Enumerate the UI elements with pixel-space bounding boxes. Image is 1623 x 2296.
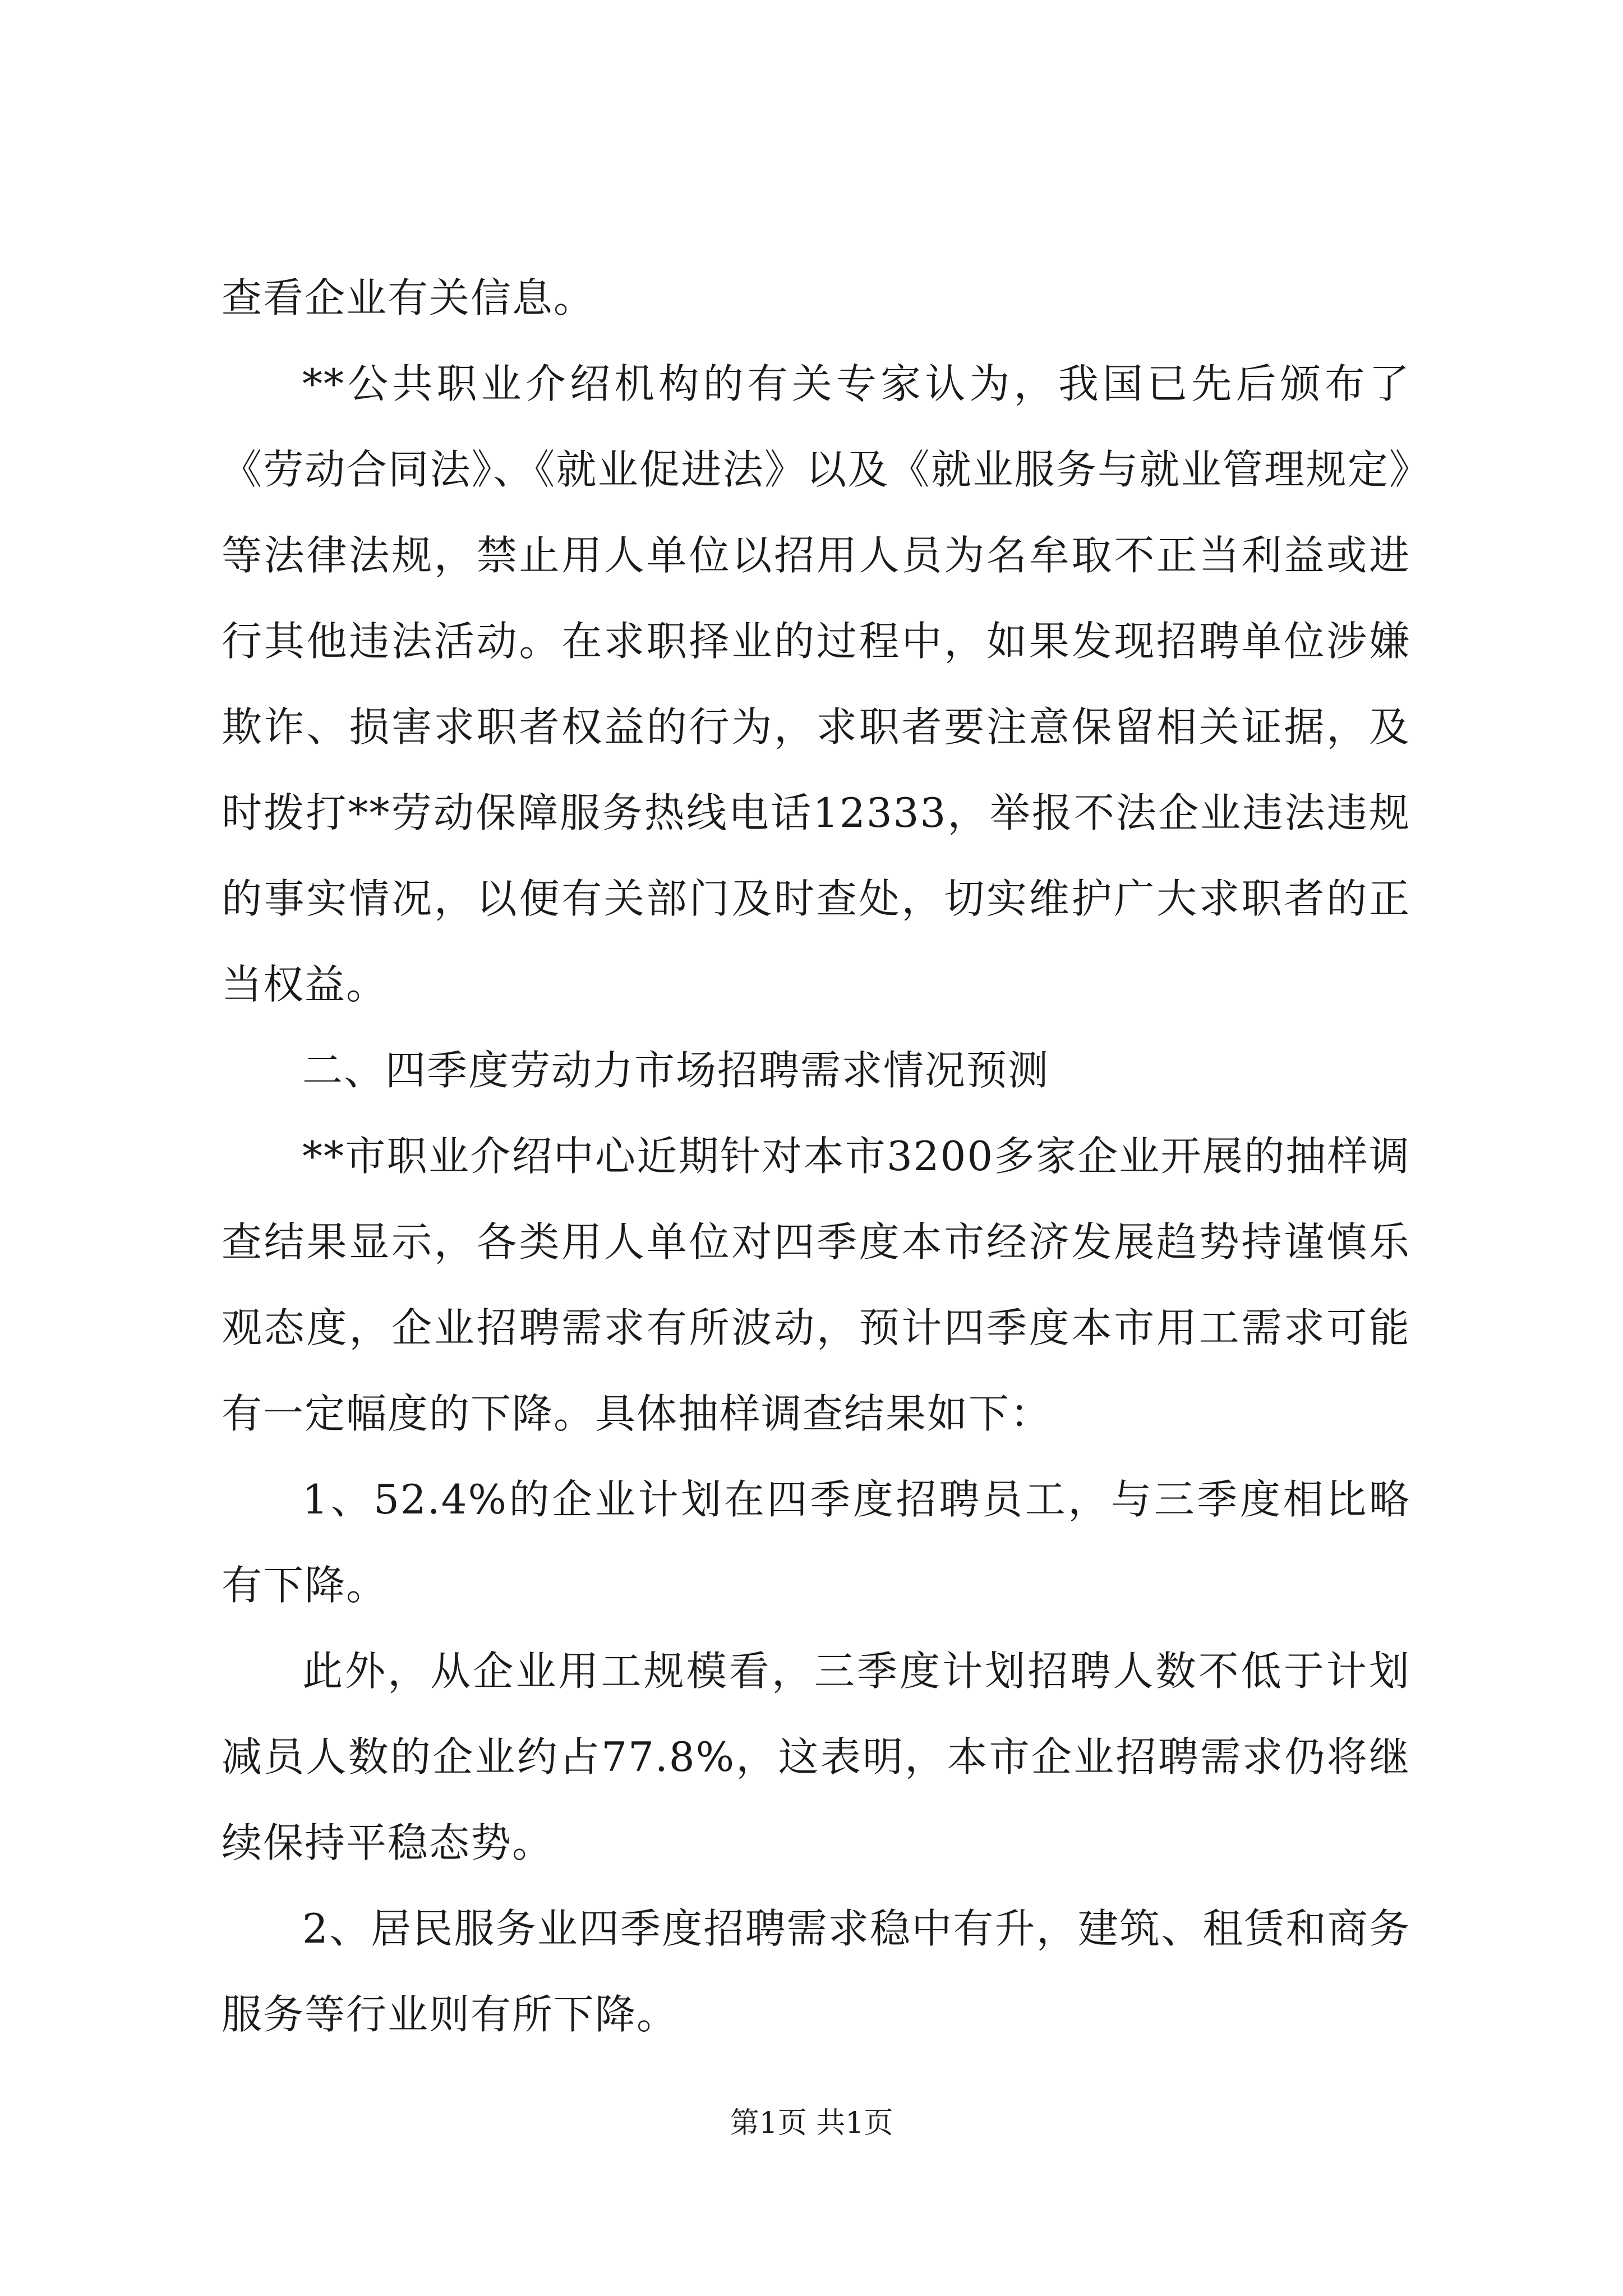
page-footer: 第1页 共1页 [730,2106,893,2140]
paragraph-item-1: 1、52.4%的企业计划在四季度招聘员工，与三季度相比略有下降。 [222,1476,1410,1609]
paragraph-item-2: 2、居民服务业四季度招聘需求稳中有升，建筑、租赁和商务服务等行业则有所下降。 [222,1905,1410,2038]
paragraph-continuation: 查看企业有关信息。 [222,274,596,321]
paragraph-additional: 此外，从企业用工规模看，三季度计划招聘人数不低于计划减员人数的企业约占77.8%，这表明，本市企业招聘需求仍将继续保持平稳态势。 [222,1648,1410,1866]
paragraph-expert-opinion: **公共职业介绍机构的有关专家认为，我国已先后颁布了《劳动合同法》、《就业促进法》以及《就业服务与就业管理规定》等法律法规，禁止用人单位以招用人员为名牟取不正当利益或进行其他违法活动。在求职择业的过程中，如果发现招聘单位涉嫌欺诈、损害求职者权益的行为，求职者要注意保留相关证据，及时拨打**劳动保障服务热线电话12333，举报不法企业违法违规的事实情况，以便有关部门及时查处，切实维护广大求职者的正当权益。 [222,360,1410,1008]
paragraph-survey-results: **市职业介绍中心近期针对本市3200多家企业开展的抽样调查结果显示，各类用人单位对四季度本市经济发展趋势持谨慎乐观态度，企业招聘需求有所波动，预计四季度本市用工需求可能有一定幅度的下降。具体抽样调查结果如下： [222,1133,1410,1437]
document-body [222,255,1410,2058]
section-heading: 二、四季度劳动力市场招聘需求情况预测 [302,1047,1050,1094]
